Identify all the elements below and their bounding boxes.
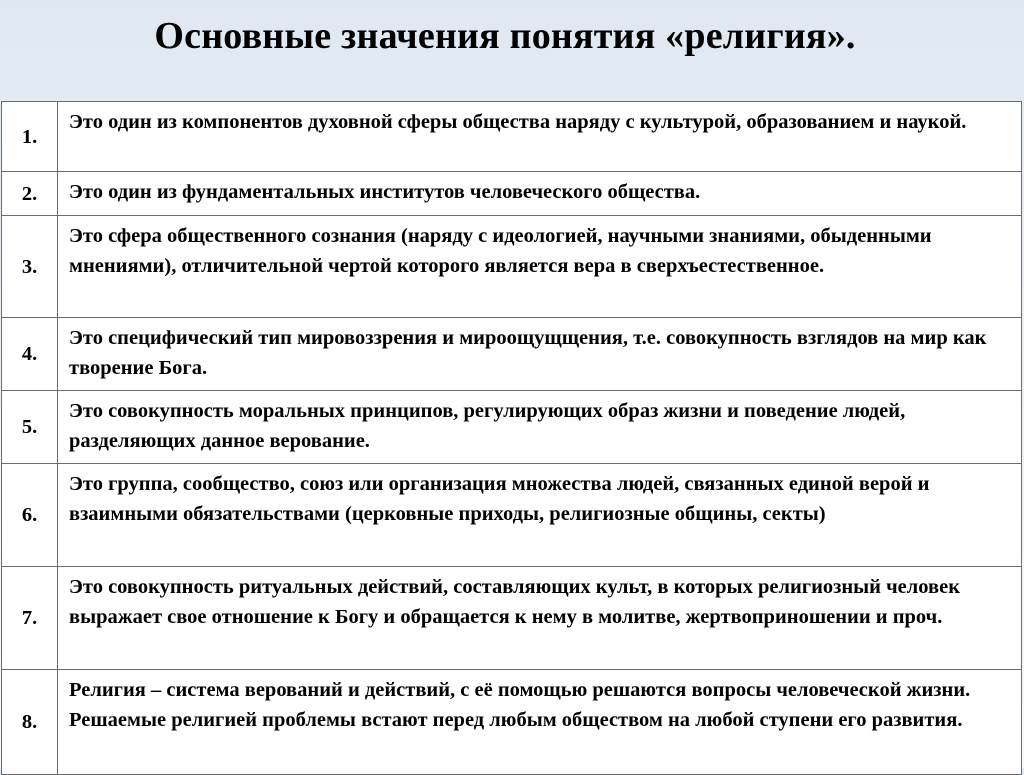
row-text: Это один из фундаментальных институтов человеческого общества. bbox=[58, 172, 1022, 216]
row-number: 1. bbox=[2, 102, 58, 172]
table-row bbox=[2, 464, 1022, 567]
row-number: 6. bbox=[2, 464, 58, 567]
row-text: Это совокупность моральных принципов, регулирующих образ жизни и поведение людей, разделяющих данное верование. bbox=[58, 391, 1022, 464]
row-text: Это специфический тип мировоззрения и мироощущщения, т.е. совокупность взглядов на мир как творение Бога. bbox=[58, 318, 1022, 391]
row-number: 8. bbox=[2, 670, 58, 775]
page-title: Основные значения понятия «религия». bbox=[154, 15, 856, 57]
meanings-table bbox=[1, 101, 1022, 775]
row-number: 5. bbox=[2, 391, 58, 464]
row-number: 4. bbox=[2, 318, 58, 391]
row-text: Это сфера общественного сознания (наряду с идеологией, научными знаниями, обыденными мнениями), отличительной чертой которого является вера в сверхъестественное. bbox=[58, 216, 1022, 318]
row-text: Религия – система верований и действий, с её помощью решаются вопросы человеческой жизни. Решаемые религией проблемы встают перед любым обществом на любой ступени его развития. bbox=[58, 670, 1022, 775]
table-row bbox=[2, 172, 1022, 216]
table-row bbox=[2, 670, 1022, 775]
row-number: 3. bbox=[2, 216, 58, 318]
row-text: Это один из компонентов духовной сферы общества наряду с культурой, образованием и наукой. bbox=[58, 102, 1022, 172]
table-row bbox=[2, 567, 1022, 670]
meanings-table-container bbox=[1, 101, 1022, 775]
table-row bbox=[2, 216, 1022, 318]
row-number: 7. bbox=[2, 567, 58, 670]
table-row bbox=[2, 391, 1022, 464]
table-row bbox=[2, 318, 1022, 391]
table-row bbox=[2, 102, 1022, 172]
row-text: Это группа, сообщество, союз или организация множества людей, связанных единой верой и взаимными обязательствами (церковные приходы, религиозные общины, секты) bbox=[58, 464, 1022, 567]
row-text: Это совокупность ритуальных действий, составляющих культ, в которых религиозный человек выражает свое отношение к Богу и обращается к нему в молитве, жертвоприношении и проч. bbox=[58, 567, 1022, 670]
row-number: 2. bbox=[2, 172, 58, 216]
